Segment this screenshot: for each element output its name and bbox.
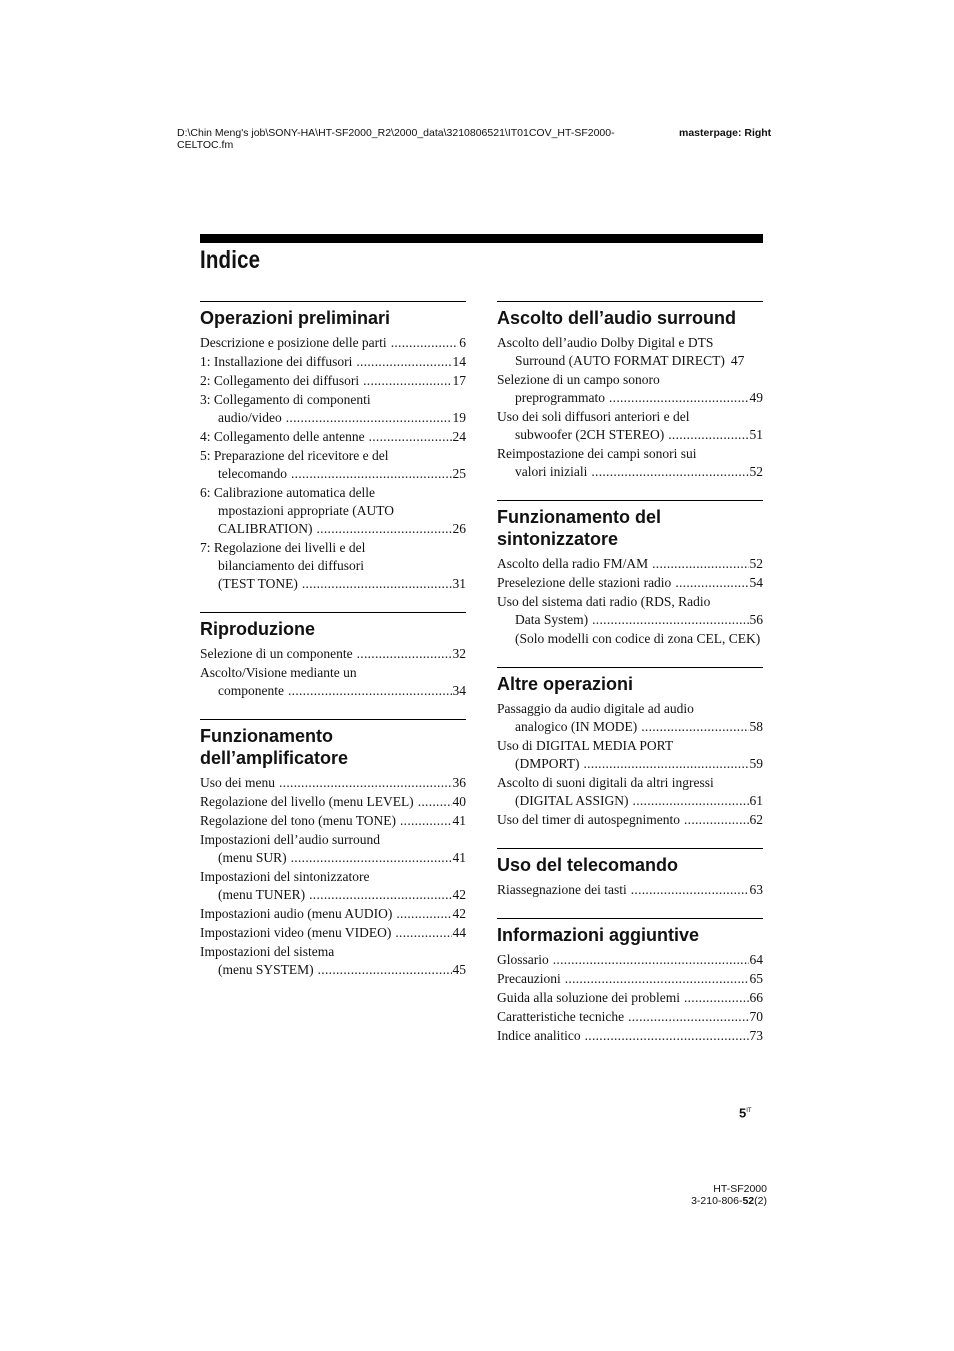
section-heading: Operazioni preliminari [200,308,391,328]
toc-entry[interactable]: Caratteristiche tecniche ..... 70 [497,1008,763,1026]
toc-section-telecomando [497,848,763,899]
toc-entry[interactable]: Ascolto della radio FM/AM ..... 52 [497,555,763,573]
toc-entry[interactable]: Selezione di un campo sonoro preprogrammato ..... 49 [497,371,763,407]
toc-entry[interactable]: Preselezione delle stazioni radio ..... 54 [497,574,763,592]
toc-entry[interactable]: 7: Regolazione dei livelli e del bilanciamento dei diffusori (TEST TONE) ..... 31 [200,539,466,593]
page-lang: IT [746,1108,752,1114]
toc-entry[interactable]: 4: Collegamento delle antenne ..... 24 [200,428,466,446]
toc-column-left [200,301,466,998]
part-number: 3-210-806-52(2) [691,1195,767,1207]
toc-section-informazioni-aggiuntive [497,918,763,1045]
toc-entry[interactable]: Uso del timer di autospegnimento ..... 62 [497,811,763,829]
section-heading: Informazioni aggiuntive [497,925,700,945]
toc-entry[interactable]: Glossario ..... 64 [497,951,763,969]
section-heading: Ascolto dell’audio surround [497,308,737,328]
section-heading: Uso del telecomando [497,855,679,875]
toc-entry[interactable]: Uso di DIGITAL MEDIA PORT (DMPORT) ..... 59 [497,737,763,773]
toc-column-right [497,301,763,1064]
title-rule [200,234,763,243]
toc-entry[interactable]: Ascolto di suoni digitali da altri ingressi (DIGITAL ASSIGN) ..... 61 [497,774,763,810]
toc-section-riproduzione [200,612,466,700]
toc-entry[interactable]: Ascolto/Visione mediante un componente ..... 34 [200,664,466,700]
model-name: HT-SF2000 [713,1183,767,1195]
toc-entry[interactable]: Uso dei soli diffusori anteriori e del subwoofer (2CH STEREO) ..... 51 [497,408,763,444]
section-heading: Riproduzione [200,619,315,639]
toc-entry[interactable]: 6: Calibrazione automatica delle mpostazioni appropriate (AUTO CALIBRATION) ..... 26 [200,484,466,538]
toc-note: (Solo modelli con codice di zona CEL, CEK) [515,631,761,646]
page-number: $5^{IT}$ [739,1105,752,1121]
toc-entry[interactable]: Impostazioni del sintonizzatore (menu TUNER) ..... 42 [200,868,466,904]
toc-entry[interactable]: Regolazione del livello (menu LEVEL) ..... 40 [200,793,466,811]
file-path-line1: D:\Chin Meng's job\SONY-HA\HT-SF2000_R2\2000_data\3210806521\IT01COV_HT-SF2000- [177,127,615,139]
toc-section-sintonizzatore [497,500,763,648]
toc-entry[interactable]: 5: Preparazione del ricevitore e del telecomando ..... 25 [200,447,466,483]
file-path [177,127,657,151]
section-heading: Funzionamento dell’amplificatore [200,726,349,768]
toc-entry[interactable]: Ascolto dell’audio Dolby Digital e DTS Surround (AUTO FORMAT DIRECT) 47 [497,335,745,368]
toc-entry[interactable]: Guida alla soluzione dei problemi ..... 66 [497,989,763,1007]
toc-entry[interactable]: Indice analitico ..... 73 [497,1027,763,1045]
toc-entry[interactable]: Reimpostazione dei campi sonori sui valori iniziali ..... 52 [497,445,763,481]
toc-entry[interactable]: Selezione di un componente ..... 32 [200,645,466,663]
toc-entry[interactable]: 2: Collegamento dei diffusori ..... 17 [200,372,466,390]
toc-entry[interactable]: Uso del sistema dati radio (RDS, Radio Data System) ..... 56 [497,593,763,629]
toc-section-altre-operazioni [497,667,763,829]
toc-entry[interactable]: Regolazione del tono (menu TONE) ..... 41 [200,812,466,830]
masterpage-label: masterpage: Right [679,127,772,139]
toc-entry[interactable]: Passaggio da audio digitale ad audio analogico (IN MODE) ..... 58 [497,700,763,736]
file-path-line2: CELTOC.fm [177,139,234,151]
toc-entry[interactable]: 3: Collegamento di componenti audio/video ..... 19 [200,391,466,427]
toc-entry[interactable]: Uso dei menu ..... 36 [200,774,466,792]
toc-section-operazioni-preliminari [200,301,466,593]
toc-entry[interactable]: Impostazioni del sistema (menu SYSTEM) ..... 45 [200,943,466,979]
toc-entry[interactable]: Descrizione e posizione delle parti ..... 6 [200,334,466,352]
toc-entry[interactable]: Impostazioni video (menu VIDEO) ..... 44 [200,924,466,942]
model-code [691,1183,767,1207]
toc-entry[interactable]: Impostazioni audio (menu AUDIO) ..... 42 [200,905,466,923]
toc-section-surround [497,301,763,481]
toc-entry[interactable]: 1: Installazione dei diffusori ..... 14 [200,353,466,371]
section-heading: Altre operazioni [497,674,634,694]
toc-entry[interactable]: Impostazioni dell’audio surround (menu SUR) ..... 41 [200,831,466,867]
toc-entry[interactable]: Precauzioni ..... 65 [497,970,763,988]
page-title: Indice [200,246,261,274]
toc-section-amplificatore [200,719,466,979]
toc-entry[interactable]: Riassegnazione dei tasti ..... 63 [497,881,763,899]
section-heading: Funzionamento del sintonizzatore [497,507,661,549]
